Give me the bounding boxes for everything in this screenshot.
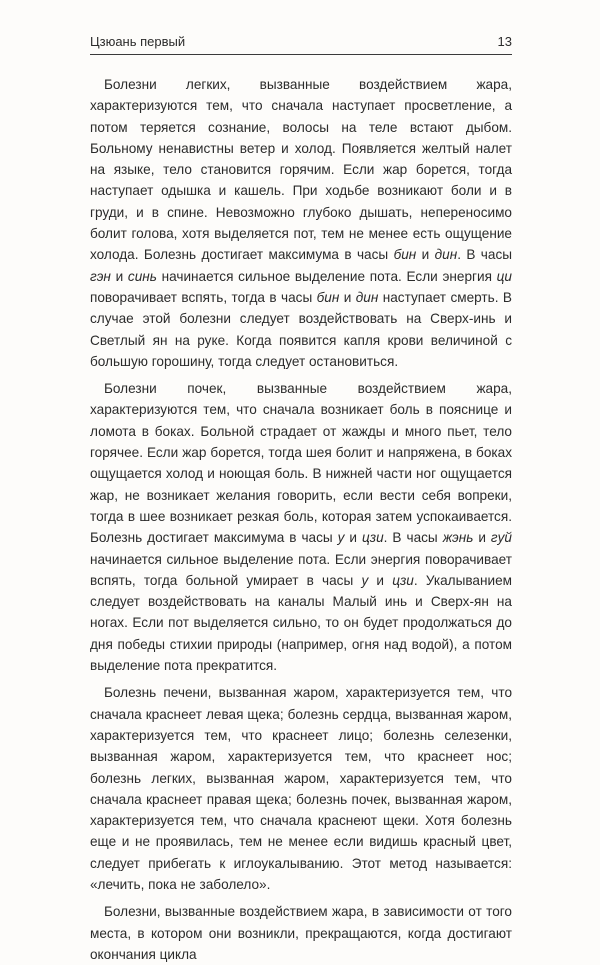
running-header (90, 32, 512, 55)
italic-term: дин (355, 289, 379, 305)
italic-term: жэнь (442, 530, 474, 546)
paragraph (90, 682, 512, 895)
text-run: и (339, 289, 356, 305)
italic-term: гэн (90, 268, 111, 284)
italic-term: у (337, 530, 345, 546)
text-run: наступает смерть. В случае этой болезни следует воздействовать на Сверх-инь и Светлый ян на руке. Когда появится капля крови величиной с большую горошину, тогда следует остановиться. (90, 289, 512, 369)
paragraph (90, 378, 512, 676)
text-run: Болезни легких, вызванные воздействием жара, характеризуются тем, что сначала наступает просветление, а потом теряется сознание, волосы на теле встают дыбом. Больному ненавистны ветер и холод. Появляется желтый налет на языке, тело становится горячим. Если жар борется, тогда наступает одышка и кашель. При ходьбе возникают боли и в груди, и в спине. Невозможно глубоко дышать, непереносимо болит голова, хотя выделяется пот, тем не менее есть ощущение холода. Болезнь достигает максимума в часы (90, 77, 512, 263)
paragraph (90, 901, 512, 965)
italic-term: синь (127, 268, 157, 284)
italic-term: бин (393, 247, 417, 263)
running-title: Цзюань первый (90, 34, 186, 49)
italic-term: цзи (362, 530, 384, 546)
body-text (90, 74, 512, 965)
page-number: 13 (497, 34, 512, 49)
italic-term: у (361, 572, 369, 588)
text-run: . В часы (457, 247, 513, 263)
text-run: начинается сильное выделение пота. Если энергия (156, 268, 497, 284)
text-run: и (344, 530, 363, 546)
text-run: и (473, 530, 491, 546)
text-run: начинается сильное выделение пота. Если энергия поворачивает вспять, тогда больной умирает в часы (90, 551, 512, 588)
text-run: Болезни почек, вызванные воздействием жара, характеризуются тем, что сначала возникает боль в пояснице и ломота в боках. Больной страдает от жажды и много пьет, тело горячее. Если жар борется, тогда шея болит и напряжена, в боках ощущается холод и ноющая боль. В нижней части ног ощущается жар, не возникает желания говорить, если вести себя вопреки, тогда в шее возникает резкая боль, которая затем успокаивается. Болезнь достигает максимума в часы (90, 381, 512, 546)
text-run: и (368, 572, 393, 588)
italic-term: гуй (490, 530, 512, 546)
text-run: и (110, 268, 128, 284)
italic-term: дин (434, 247, 458, 263)
text-run: . Укалыванием следует воздействовать на каналы Малый инь и Сверх-ян на ногах. Если пот выделяется сильно, то он будет продолжаться до дня победы стихии природы (например, огня над водой), а потом выделение пота прекратится. (90, 572, 512, 674)
text-run: и (416, 247, 435, 263)
paragraph (90, 74, 512, 372)
text-run: Болезнь печени, вызванная жаром, характеризуется тем, что сначала краснеет левая щека; болезнь сердца, вызванная жаром, характеризуется тем, что краснеет лицо; болезнь селезенки, вызванная жаром, характеризуется тем, что краснеет нос; болезнь легких, вызванная жаром, характеризуется тем, что сначала краснеет правая щека; болезнь почек, вызванная жаром, характеризуется тем, что сначала краснеют щеки. Хотя болезнь еще и не проявилась, тем не менее если видишь красный цвет, следует прибегать к иглоукалыванию. Этот метод называется: «лечить, пока не заболело». (90, 685, 512, 892)
italic-term: ци (496, 268, 512, 284)
text-run: поворачивает вспять, тогда в часы (90, 289, 317, 305)
italic-term: цзи (392, 572, 414, 588)
text-run: Болезни, вызванные воздействием жара, в зависимости от того места, в котором они возникли, прекращаются, когда достигают окончания цикла (90, 904, 512, 962)
text-run: . В часы (383, 530, 443, 546)
italic-term: бин (316, 289, 340, 305)
